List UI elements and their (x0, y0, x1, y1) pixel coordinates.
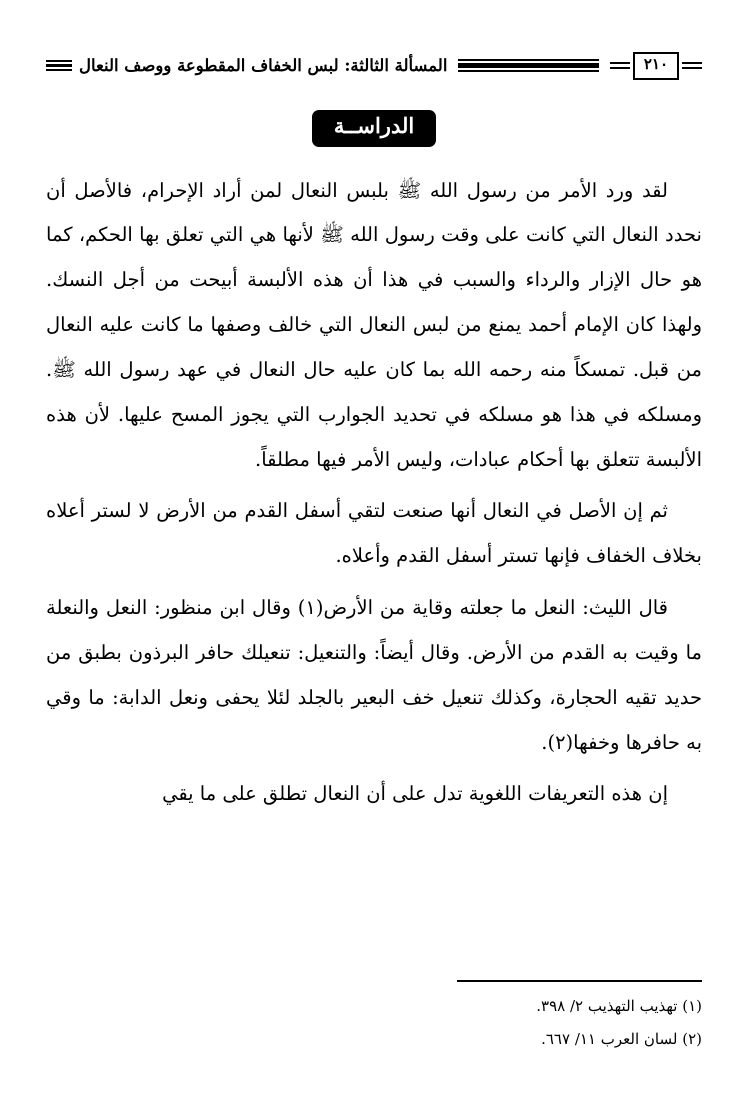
section-heading: الدراســة (312, 110, 436, 147)
page-number-group (610, 52, 702, 80)
paragraph-4: إن هذه التعريفات اللغوية تدل على أن النعال تطلق على ما يقي (162, 782, 668, 806)
page-number: ٢١٠ (633, 52, 679, 80)
footnotes-section (46, 980, 702, 1056)
header-rule-ornament (458, 59, 598, 72)
header-left-lines-icon (46, 60, 72, 71)
page-number-left-lines-icon (610, 62, 630, 69)
body-text (46, 169, 702, 825)
footnote-1: (١) تهذيب التهذيب ٢/ ٣٩٨. (536, 997, 702, 1015)
page-number-right-lines-icon (682, 62, 702, 69)
paragraph-1: لقد ورد الأمر من رسول الله ﷺ بلبس النعال لمن أراد الإحرام، فالأصل أن نحدد النعال التي كانت على وقت رسول الله ﷺ لأنها هي التي تعلق بها الحكم، كما هو حال الإزار والرداء والسبب في هذا أن هذه الألبسة أبيحت من أجل النسك. ولهذا كان الإمام أحمد يمنع من لبس النعال التي خالف وصفها ما كانت عليه النعال من قبل. تمسكاً منه رحمه الله بما كان عليه حال النعال في عهد رسول الله ﷺ. ومسلكه في هذا هو مسلكه في تحديد الجوارب التي يجوز المسح عليها. لأن هذه الألبسة تتعلق بها أحكام عبادات، وليس الأمر فيها مطلقاً. (46, 178, 702, 471)
footnote-separator (457, 980, 702, 982)
chapter-title: المسألة الثالثة: لبس الخفاف المقطوعة ووصف النعال (79, 56, 448, 76)
footnote-2: (٢) لسان العرب ١١/ ٦٦٧. (541, 1030, 702, 1048)
paragraph-2: ثم إن الأصل في النعال أنها صنعت لتقي أسفل القدم من الأرض لا لستر أعلاه بخلاف الخفاف فإنها تستر أسفل القدم وأعلاه. (46, 499, 702, 568)
paragraph-3: قال الليث: النعل ما جعلته وقاية من الأرض(١) وقال ابن منظور: النعل والنعلة ما وقيت به القدم من الأرض. وقال أيضاً: والتنعيل: تنعيلك حافر البرذون بطبق من حديد تقيه الحجارة، وكذلك تنعيل خف البعير بالجلد لئلا يحفى ونعل الدابة: ما وقي به حافرها وخفها(٢). (46, 596, 702, 754)
page-header (46, 52, 702, 80)
